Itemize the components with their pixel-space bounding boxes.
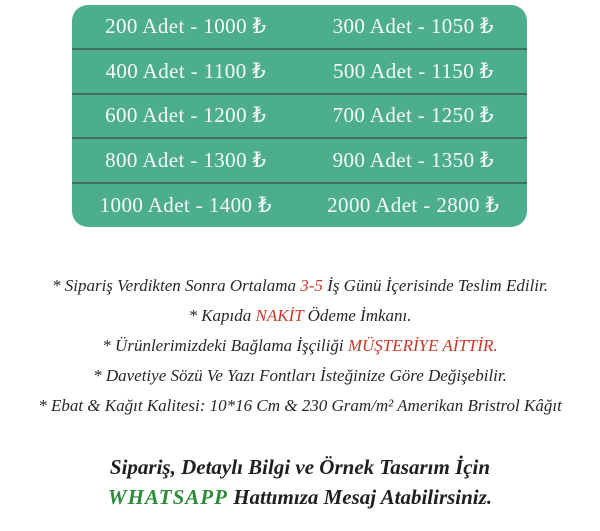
price-row (72, 182, 527, 227)
price-cell-right: 2000 Adet - 2800 ₺ (327, 193, 500, 218)
footer-cta (0, 452, 600, 512)
price-cell-right: 300 Adet - 1050 ₺ (332, 13, 494, 38)
note-text: * Ürünlerimizdeki Bağlama İşçiliği (102, 336, 348, 355)
note-line-payment (0, 301, 600, 331)
price-cell-left: 800 Adet - 1300 ₺ (105, 148, 267, 173)
price-cell-right: 900 Adet - 1350 ₺ (332, 148, 494, 173)
price-row (72, 5, 527, 48)
note-text: * Sipariş Verdikten Sonra Ortalama (52, 276, 301, 295)
price-cell-left: 600 Adet - 1200 ₺ (105, 103, 267, 128)
price-row (72, 48, 527, 93)
price-table (72, 5, 527, 227)
price-cell-left: 400 Adet - 1100 ₺ (105, 58, 267, 83)
note-text: * Davetiye Sözü Ve Yazı Fontları İsteğinize Göre Değişebilir. (93, 366, 507, 385)
note-text: * Kapıda (188, 306, 256, 325)
note-text: İş Günü İçerisinde Teslim Edilir. (322, 276, 548, 295)
footer-line1: Sipariş, Detaylı Bilgi ve Örnek Tasarım İçin (109, 455, 491, 479)
note-text: Ödeme İmkanı. (303, 306, 412, 325)
note-line-paper (0, 391, 600, 421)
price-cell-left: 200 Adet - 1000 ₺ (105, 13, 267, 38)
note-accent: 3-5 (300, 276, 323, 295)
note-line-fonts (0, 361, 600, 391)
footer-line2 (0, 482, 600, 512)
note-line-labor (0, 331, 600, 361)
price-row (72, 137, 527, 182)
note-accent: MÜŞTERİYE AİTTİR. (347, 336, 498, 355)
note-text: * Ebat & Kağıt Kalitesi: 10*16 Cm & 230 Gram/m² Amerikan Bristrol Kâğıt (38, 396, 562, 415)
whatsapp-text: WHATSAPP (107, 485, 228, 509)
price-cell-right: 500 Adet - 1150 ₺ (332, 58, 494, 83)
price-cell-left: 1000 Adet - 1400 ₺ (99, 193, 272, 218)
notes-section (0, 271, 600, 421)
price-cell-right: 700 Adet - 1250 ₺ (332, 103, 494, 128)
footer-line2-rest: Hattımıza Mesaj Atabilirsiniz. (227, 485, 493, 509)
note-line-delivery (0, 271, 600, 301)
note-accent: NAKİT (255, 306, 304, 325)
price-row (72, 93, 527, 138)
